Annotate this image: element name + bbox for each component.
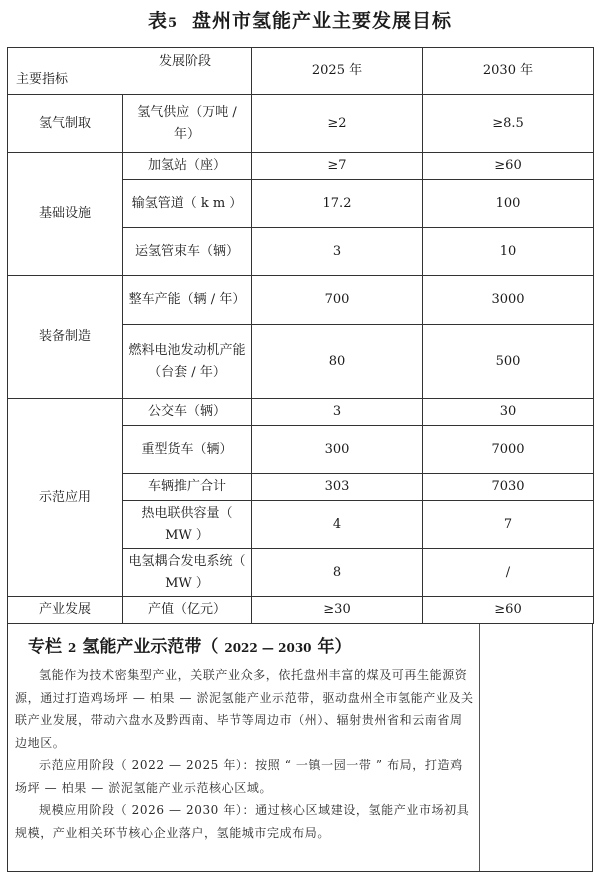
column-title — [28, 632, 352, 657]
value-2025-cell: 3 — [252, 228, 423, 276]
indicator-cell: 电氢耦合发电系统（ MW ） — [123, 549, 252, 597]
table-row — [8, 153, 594, 180]
value-2025-cell: 3 — [252, 399, 423, 426]
category-cell: 示范应用 — [8, 399, 123, 597]
value-2030-cell: 500 — [423, 325, 594, 399]
value-2030-cell: 7030 — [423, 474, 594, 501]
table-row — [8, 95, 594, 153]
table-header-row — [8, 48, 594, 95]
header-2025: 2025 年 — [252, 48, 423, 95]
column-title-text: 氢能产业示范带（ — [82, 637, 219, 657]
indicator-cell: 整车产能（辆 / 年） — [123, 276, 252, 325]
value-2025-cell: 300 — [252, 426, 423, 474]
diagonal-header-cell — [8, 48, 252, 95]
value-2030-cell: 7000 — [423, 426, 594, 474]
table-row — [8, 597, 594, 624]
value-2025-cell: 17.2 — [252, 180, 423, 228]
value-2030-cell: 3000 — [423, 276, 594, 325]
table-row — [8, 276, 594, 325]
value-2025-cell: ≥30 — [252, 597, 423, 624]
value-2030-cell: 7 — [423, 501, 594, 549]
table-row — [8, 399, 594, 426]
indicator-cell: 输氢管道（ k m ） — [123, 180, 252, 228]
indicator-cell: 加氢站（座） — [123, 153, 252, 180]
column-body — [15, 664, 475, 844]
table-title — [0, 6, 600, 33]
value-2030-cell: ≥60 — [423, 597, 594, 624]
value-2030-cell: ≥8.5 — [423, 95, 594, 153]
header-stage: 发展阶段 — [158, 54, 211, 69]
value-2025-cell: ≥7 — [252, 153, 423, 180]
header-2030: 2030 年 — [423, 48, 594, 95]
column-title-number: 2 — [68, 641, 77, 655]
indicator-cell: 产值（亿元） — [123, 597, 252, 624]
feature-column-box — [7, 623, 593, 872]
targets-table — [7, 47, 594, 624]
indicator-cell: 运氢管束车（辆） — [123, 228, 252, 276]
value-2030-cell: 30 — [423, 399, 594, 426]
category-cell: 氢气制取 — [8, 95, 123, 153]
value-2030-cell: / — [423, 549, 594, 597]
indicator-cell: 车辆推广合计 — [123, 474, 252, 501]
category-cell: 产业发展 — [8, 597, 123, 624]
category-cell: 基础设施 — [8, 153, 123, 276]
table-title-prefix: 表 — [147, 10, 168, 32]
column-title-suffix: 年） — [317, 637, 352, 657]
value-2025-cell: 80 — [252, 325, 423, 399]
value-2025-cell: 8 — [252, 549, 423, 597]
indicator-cell: 热电联供容量（ MW ） — [123, 501, 252, 549]
indicator-cell: 燃料电池发动机产能（台套 / 年） — [123, 325, 252, 399]
column-divider — [479, 624, 480, 871]
indicator-cell: 重型货车（辆） — [123, 426, 252, 474]
category-cell: 装备制造 — [8, 276, 123, 399]
value-2025-cell: ≥2 — [252, 95, 423, 153]
indicator-cell: 氢气供应（万吨 / 年） — [123, 95, 252, 153]
value-2025-cell: 700 — [252, 276, 423, 325]
column-paragraph: 示范应用阶段（ 2022 — 2025 年）：按照 “ 一镇一园一带 ” 布局，打造鸡场坪 — 柏果 — 淤泥氢能产业示范核心区域。 — [15, 758, 463, 795]
column-title-years: 2022 — 2030 — [224, 641, 312, 655]
table-title-number: 5 — [167, 16, 179, 31]
column-paragraph: 氢能作为技术密集型产业，关联产业众多，依托盘州丰富的煤及可再生能源资源，通过打造鸡场坪 — 柏果 — 淤泥氢能产业示范带，驱动盘州全市氢能产业及关联产业发展，带动六盘水及黔西南、毕节等周边市（州）、辐射贵州省和云南省周边地区。 — [15, 668, 474, 750]
table-title-text: 盘州市氢能产业主要发展目标 — [192, 10, 453, 32]
column-paragraph: 规模应用阶段（ 2026 — 2030 年）：通过核心区域建设，氢能产业市场初具规模，产业相关环节核心企业落户，氢能城市完成布局。 — [15, 803, 470, 840]
column-title-prefix: 专栏 — [28, 637, 62, 657]
value-2030-cell: 100 — [423, 180, 594, 228]
header-indicator: 主要指标 — [16, 72, 69, 87]
value-2025-cell: 303 — [252, 474, 423, 501]
value-2030-cell: ≥60 — [423, 153, 594, 180]
value-2030-cell: 10 — [423, 228, 594, 276]
value-2025-cell: 4 — [252, 501, 423, 549]
indicator-cell: 公交车（辆） — [123, 399, 252, 426]
